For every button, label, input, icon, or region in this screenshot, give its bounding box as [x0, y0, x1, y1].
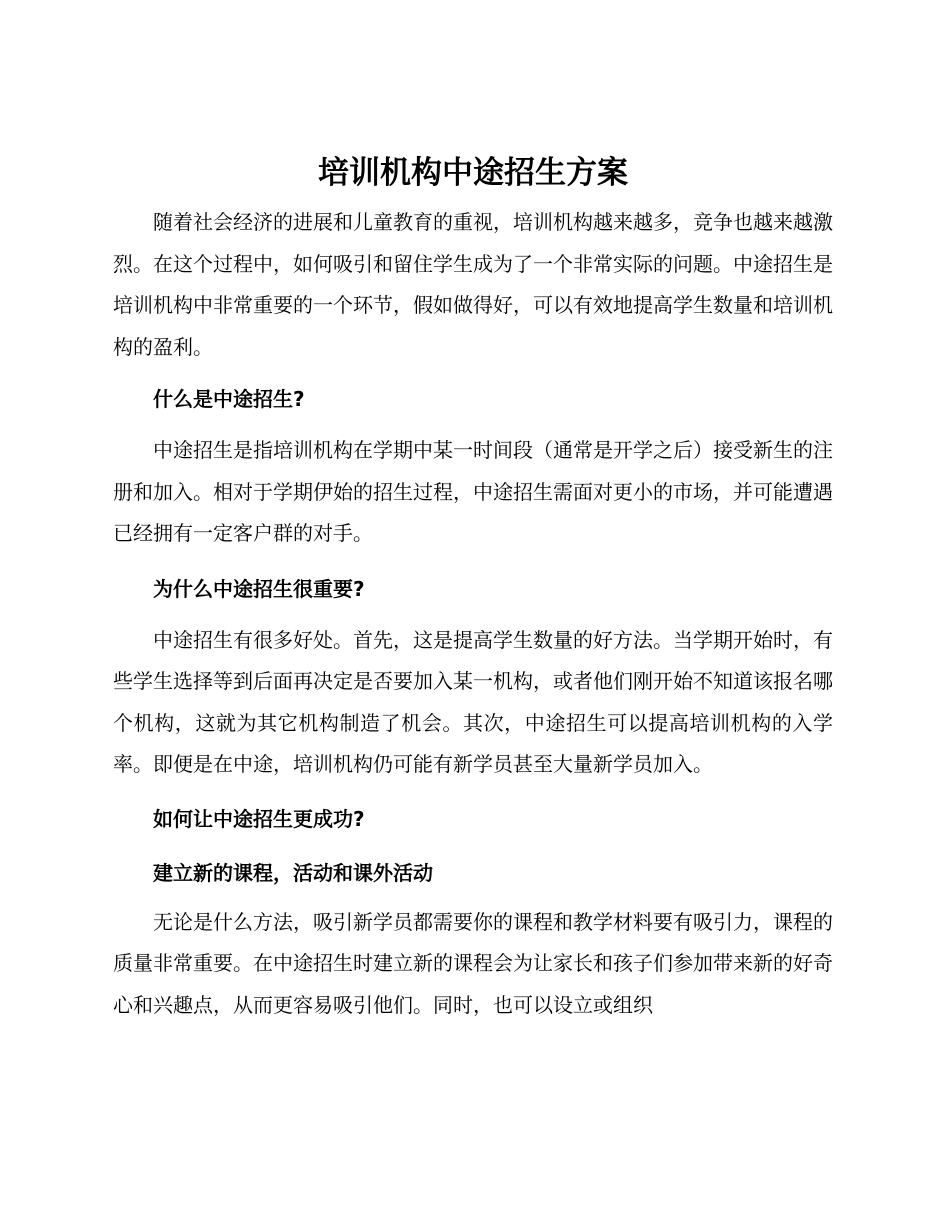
heading-new-courses: 建立新的课程，活动和课外活动 — [153, 860, 433, 885]
heading-how-to-succeed: 如何让中途招生更成功? — [153, 806, 365, 831]
document-page — [113, 150, 833, 1026]
intro-paragraph: 随着社会经济的进展和儿童教育的重视，培训机构越来越多，竞争也越来越激烈。在这个过程中，如何吸引和留住学生成为了一个非常实际的问题。中途招生是培训机构中非常重要的一个环节，假如做得好，可以有效地提高学生数量和培训机构的盈利。 — [113, 210, 833, 359]
definition-paragraph: 中途招生是指培训机构在学期中某一时间段（通常是开学之后）接受新生的注册和加入。相对于学期伊始的招生过程，中途招生需面对更小的市场，并可能遭遇已经拥有一定客户群的对手。 — [113, 438, 833, 545]
heading-why-important: 为什么中途招生很重要? — [153, 576, 365, 601]
heading-what-is-midterm-enrollment: 什么是中途招生? — [153, 387, 305, 411]
document-title: 培训机构中途招生方案 — [318, 155, 628, 191]
benefits-paragraph: 中途招生有很多好处。首先，这是提高学生数量的好方法。当学期开始时，有些学生选择等到后面再决定是否要加入某一机构，或者他们刚开始不知道该报名哪个机构，这就为其它机构制造了机会。其次，中途招生可以提高培训机构的入学率。即便是在中途，培训机构仍可能有新学员甚至大量新学员加入。 — [113, 627, 833, 776]
new-courses-paragraph: 无论是什么方法，吸引新学员都需要你的课程和教学材料要有吸引力，课程的质量非常重要。在中途招生时建立新的课程会为让家长和孩子们参加带来新的好奇心和兴趣点，从而更容易吸引他们。同时，也可以设立或组织 — [113, 909, 833, 1017]
